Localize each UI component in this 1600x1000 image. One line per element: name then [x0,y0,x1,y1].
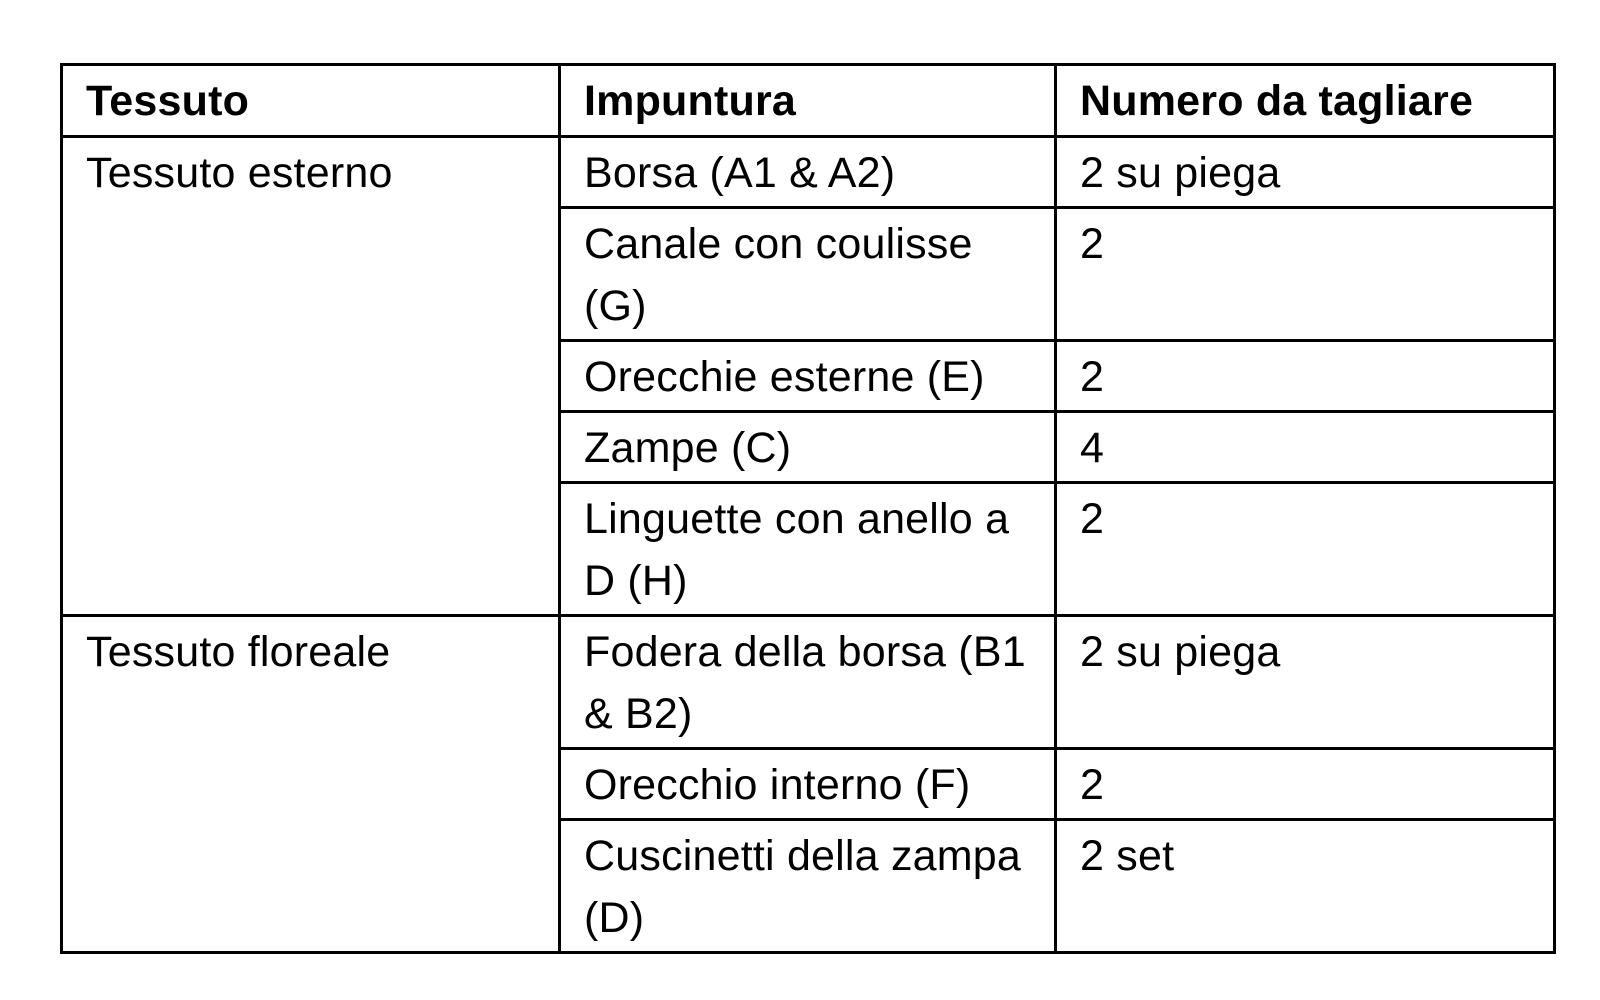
header-count: Numero da tagliare [1056,65,1555,137]
count-cell: 2 [1056,208,1555,341]
header-fabric: Tessuto [62,65,560,137]
table-row [62,137,1555,208]
count-cell: 2 [1056,341,1555,412]
count-cell: 2 su piega [1056,616,1555,749]
piece-cell: Cuscinetti della zampa (D) [560,820,1056,953]
header-piece: Impuntura [560,65,1056,137]
piece-cell: Canale con coulisse (G) [560,208,1056,341]
fabric-cell: Tessuto esterno [62,137,560,616]
count-cell: 2 set [1056,820,1555,953]
piece-cell: Fodera della borsa (B1 & B2) [560,616,1056,749]
count-cell: 4 [1056,412,1555,483]
count-cell: 2 [1056,483,1555,616]
table-header-row [62,65,1555,137]
fabric-cell: Tessuto floreale [62,616,560,953]
cutting-table [60,63,1556,954]
count-cell: 2 [1056,749,1555,820]
table-row [62,616,1555,749]
piece-cell: Zampe (C) [560,412,1056,483]
piece-cell: Linguette con anello a D (H) [560,483,1056,616]
piece-cell: Orecchio interno (F) [560,749,1056,820]
piece-cell: Borsa (A1 & A2) [560,137,1056,208]
piece-cell: Orecchie esterne (E) [560,341,1056,412]
count-cell: 2 su piega [1056,137,1555,208]
